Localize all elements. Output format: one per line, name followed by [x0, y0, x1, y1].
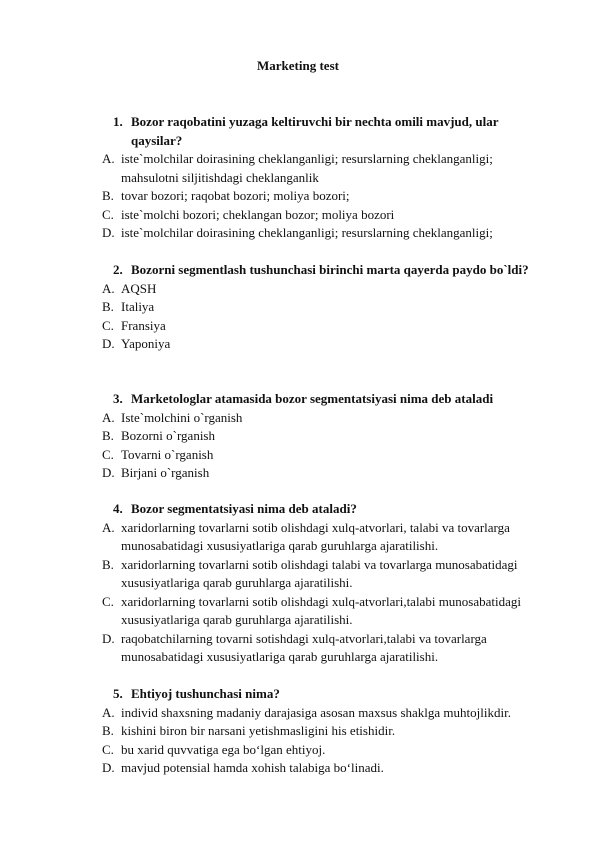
answer-option — [0, 722, 596, 741]
answer-option — [0, 593, 596, 630]
option-letter: B. — [102, 299, 114, 314]
question-3 — [0, 390, 596, 483]
option-letter: B. — [102, 428, 114, 443]
option-letter: D. — [102, 630, 115, 646]
question-label: Bozor raqobatini yuzaga keltiruvchi bir nechta omili mavjud, ular qaysilar? — [131, 114, 499, 148]
option-letter: D. — [102, 225, 115, 240]
question-label: Bozorni segmentlash tushunchasi birinchi marta qayerda paydo bo`ldi? — [131, 262, 529, 277]
option-letter: C. — [102, 206, 114, 222]
question-number: 3. — [113, 391, 123, 406]
option-letter: D. — [102, 760, 115, 775]
option-text: raqobatchilarning tovarni sotishdagi xulq-atvorlari,talabi va tovarlarga munosabatidagi xususiyatlariga qarab guruhlarga ajaratilishi. — [121, 630, 487, 664]
option-letter: B. — [102, 723, 114, 738]
option-letter: A. — [102, 151, 115, 166]
question-text — [0, 390, 596, 409]
option-text: tovar bozori; raqobat bozori; moliya bozori; — [121, 188, 350, 203]
question-text — [0, 113, 596, 150]
option-letter: A. — [102, 409, 115, 425]
answer-option — [0, 741, 596, 760]
question-2 — [0, 261, 596, 354]
option-text: xaridorlarning tovarlarni sotib olishdagi xulq-atvorlari, talabi va tovarlarga munosabatidagi xususiyatlariga qarab guruhlarga ajaratilishi. — [121, 519, 510, 553]
answer-option — [0, 519, 596, 556]
option-letter: D. — [102, 336, 115, 351]
question-text — [0, 500, 596, 519]
option-text: xaridorlarning tovarlarni sotib olishdagi xulq-atvorlari,talabi munosabatidagi xususiyatlariga qarab guruhlarga ajaratilishi. — [121, 593, 522, 627]
question-1 — [0, 113, 596, 243]
option-letter: A. — [102, 280, 115, 296]
answer-option — [0, 464, 596, 483]
option-text: kishini biron bir narsani yetishmasligini his etishidir. — [121, 723, 396, 738]
answer-option — [0, 759, 596, 778]
question-label: Marketologlar atamasida bozor segmentatsiyasi nima deb ataladi — [131, 391, 494, 406]
option-text: Bozorni o`rganish — [121, 428, 215, 443]
answer-option — [0, 298, 596, 317]
option-text: mavjud potensial hamda xohish talabiga bo‘linadi. — [121, 760, 384, 775]
option-text: individ shaxsning madaniy darajasiga asosan maxsus shaklga muhtojlikdir. — [121, 704, 511, 720]
option-letter: B. — [102, 188, 114, 203]
answer-option — [0, 446, 596, 465]
option-text: Birjani o`rganish — [121, 465, 210, 480]
option-text: iste`molchilar doirasining cheklanganligi; resurslarning cheklanganligi; mahsulotni siljitishdagi cheklanganlik — [121, 151, 493, 185]
option-text: Tovarni o`rganish — [121, 446, 214, 462]
answer-option — [0, 206, 596, 225]
option-letter: C. — [102, 593, 114, 609]
option-text: iste`molchi bozori; cheklangan bozor; moliya bozori — [121, 206, 395, 222]
option-letter: A. — [102, 704, 115, 720]
question-number: 1. — [113, 114, 123, 129]
option-text: bu xarid quvvatiga ega bo‘lgan ehtiyoj. — [121, 741, 326, 757]
answer-option — [0, 630, 596, 667]
answer-option — [0, 409, 596, 428]
option-letter: C. — [102, 741, 114, 757]
option-letter: C. — [102, 446, 114, 462]
question-text — [0, 685, 596, 704]
answer-option — [0, 224, 596, 243]
option-letter: B. — [102, 556, 114, 572]
answer-option — [0, 704, 596, 723]
question-label: Ehtiyoj tushunchasi nima? — [131, 686, 280, 701]
question-text — [0, 261, 596, 280]
option-text: Iste`molchini o`rganish — [121, 409, 243, 425]
option-letter: A. — [102, 519, 115, 535]
question-5 — [0, 685, 596, 778]
question-number: 5. — [113, 686, 123, 701]
option-text: Yaponiya — [121, 336, 171, 351]
answer-option — [0, 556, 596, 593]
answer-option — [0, 150, 596, 187]
option-letter: D. — [102, 465, 115, 480]
option-text: Italiya — [121, 299, 155, 314]
question-label: Bozor segmentatsiyasi nima deb ataladi? — [131, 501, 357, 516]
option-text: Fransiya — [121, 317, 166, 333]
option-letter: C. — [102, 317, 114, 333]
question-4 — [0, 500, 596, 667]
answer-option — [0, 317, 596, 336]
answer-option — [0, 335, 596, 354]
option-text: iste`molchilar doirasining cheklanganligi; resurslarning cheklanganligi; — [121, 225, 493, 240]
answer-option — [0, 187, 596, 206]
answer-option — [0, 427, 596, 446]
option-text: xaridorlarning tovarlarni sotib olishdagi talabi va tovarlarga munosabatidagi xususiyatlariga qarab guruhlarga ajaratilishi. — [121, 556, 518, 590]
question-number: 2. — [113, 262, 123, 277]
answer-option — [0, 280, 596, 299]
page-title: Marketing test — [257, 58, 339, 73]
option-text: AQSH — [121, 280, 157, 296]
question-number: 4. — [113, 501, 123, 516]
